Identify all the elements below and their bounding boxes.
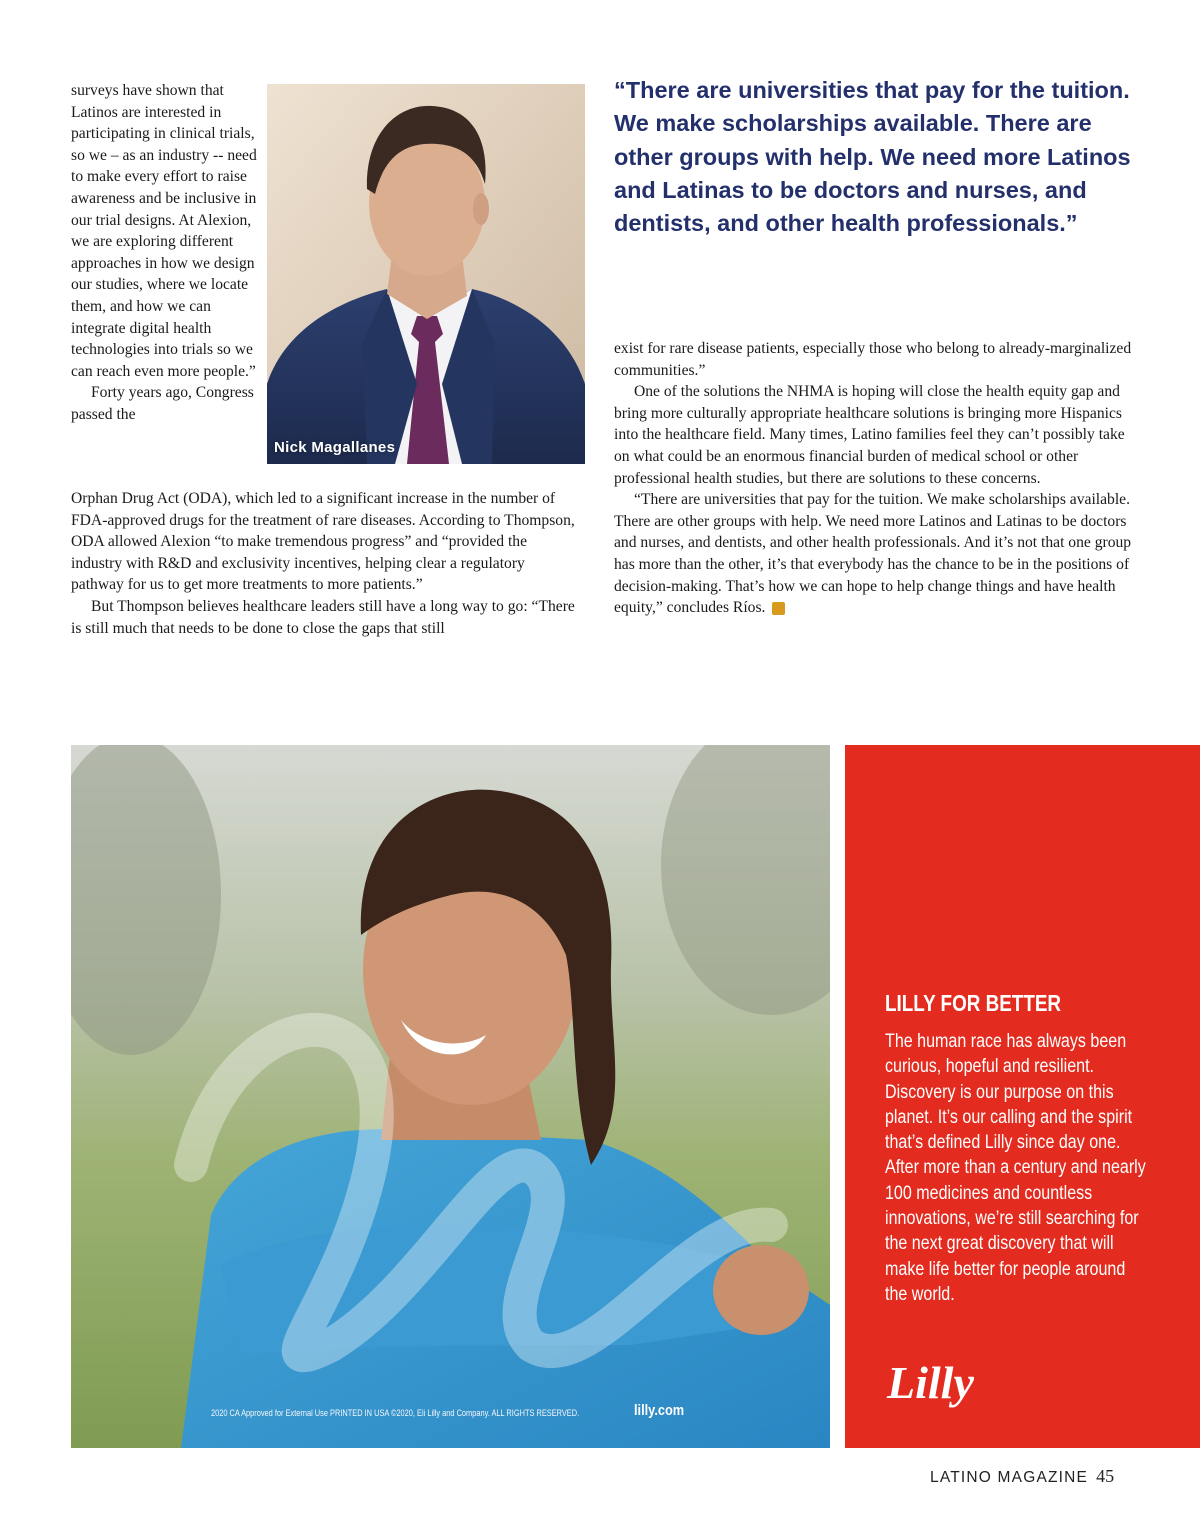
paragraph: Orphan Drug Act (ODA), which led to a significant increase in the number of FDA-approved drugs for the treatment of rare diseases. According to Thompson, ODA allowed Alexion “to make tremendous progress” and “provided the industry with R&D and exclusivity incentives, helping clear a regulatory pathway for us to get more treatments to more patients.”	[71, 490, 575, 594]
paragraph: One of the solutions the NHMA is hoping will close the health equity gap and bring more culturally appropriate healthcare solutions is bringing more Hispanics into the healthcare field. Many times, Latino families feel they can’t possibly take on what could be an enormous financial burden of medical school or other professional health studies, but there are solutions to these concerns.	[614, 383, 1125, 487]
ad-url: lilly.com	[634, 1402, 685, 1419]
lilly-logo-text: Lilly	[887, 1357, 974, 1408]
right-column	[614, 338, 1134, 619]
ad-photo	[71, 745, 830, 1448]
pull-quote: “There are universities that pay for the tuition. We make scholarships available. There are other groups with help. We need more Latinos and Latinas to be doctors and nurses, and dentists, and other health professionals.”	[614, 77, 1131, 237]
publication-name: LATINO MAGAZINE	[930, 1469, 1089, 1486]
paragraph: exist for rare disease patients, especially those who belong to already-marginalized communities.”	[614, 340, 1132, 379]
page-footer	[930, 1466, 1114, 1487]
left-column-wide	[71, 488, 576, 639]
ad-headline: LILLY FOR BETTER	[885, 990, 1062, 1016]
paragraph: surveys have shown that Latinos are interested in participating in clinical trials, so we – as an industry -- need to make every effort to raise awareness and be inclusive in our trial designs. At Alexion, we are exploring different approaches in how we design our studies, where we locate them, and how we can integrate digital health technologies into trials so we can reach even more people.”	[71, 82, 257, 380]
paragraph-text: “There are universities that pay for the tuition. We make scholarships available. There are other groups with help. We need more Latinos and Latinas to be doctors and nurses, and dentists, and other health professionals. And it’s not that one group has more than the other, it’s that everybody has the chance to be in the positions of decision-making. That’s how we can hope to help change things and have health equity,” concludes Ríos.	[614, 491, 1132, 617]
paragraph	[614, 489, 1134, 619]
lilly-logo	[885, 1350, 1000, 1415]
paragraph: But Thompson believes healthcare leaders still have a long way to go: “There is still much that needs to be done to close the gaps that still	[71, 597, 575, 637]
paragraph: Forty years ago, Congress passed the	[71, 384, 254, 423]
ad-text-panel	[845, 745, 1200, 1448]
page-number: 45	[1096, 1466, 1115, 1486]
portrait-illustration	[267, 84, 585, 464]
ad-body: The human race has always been curious, hopeful and resilient. Discovery is our purpose on this planet. It’s our calling and the spirit that’s defined Lilly since day one. After more than a century and nearly 100 medicines and countless innovations, we’re still searching for the next great discovery that will make life better for people around the world.	[885, 1030, 1146, 1305]
left-column-narrow	[71, 80, 261, 426]
end-of-article-icon: L	[772, 602, 785, 615]
ad-illustration	[71, 745, 830, 1448]
ad-legal-text: 2020 CA Approved for External Use PRINTED IN USA ©2020, Eli Lilly and Company. ALL RIGHTS RESERVED.	[211, 1408, 580, 1419]
portrait-photo	[267, 84, 585, 464]
photo-caption: Nick Magallanes	[274, 439, 396, 456]
